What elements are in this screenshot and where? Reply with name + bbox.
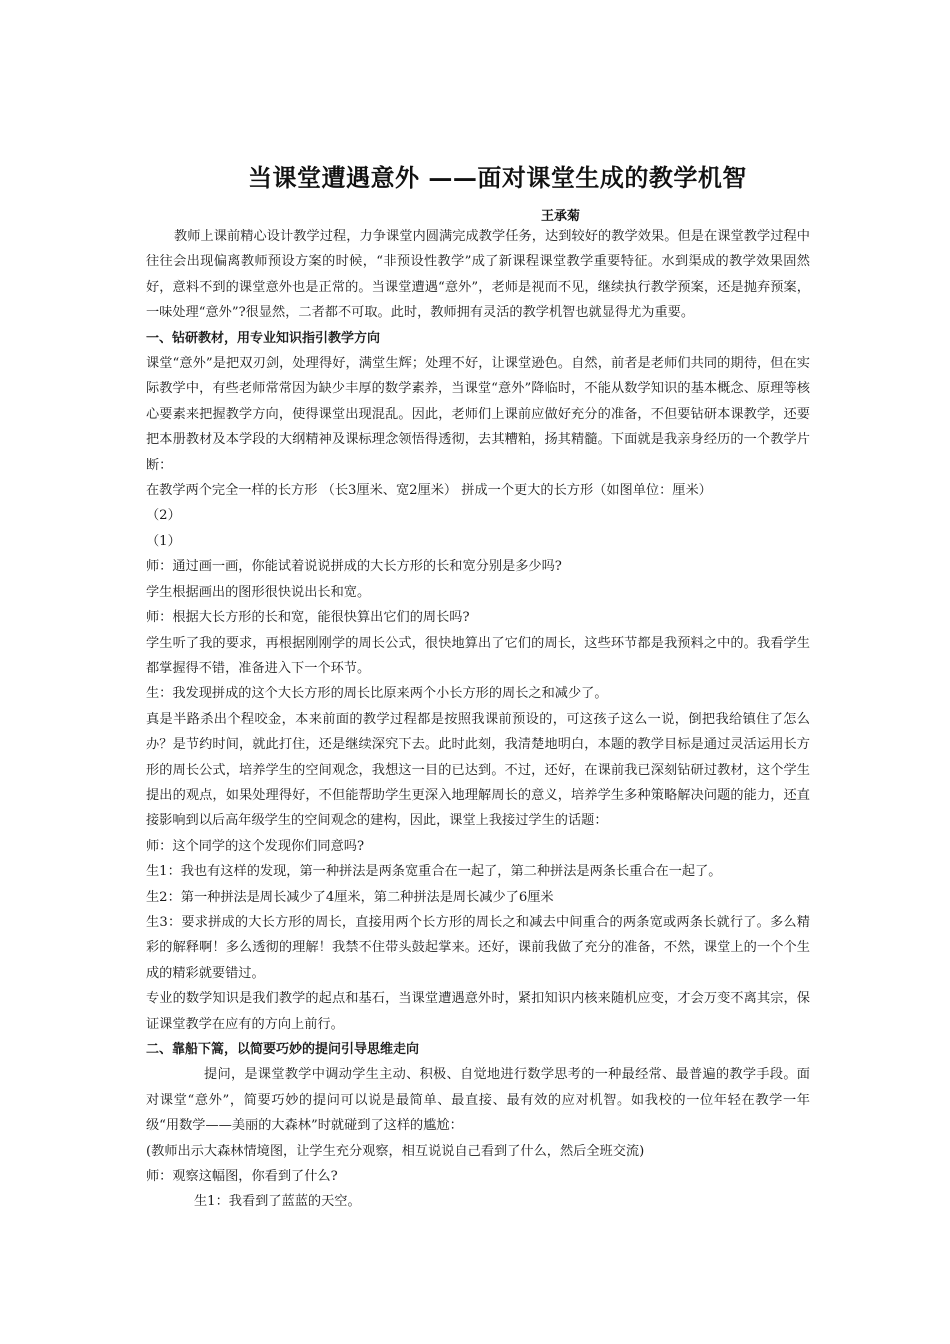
section-heading: 一、钻研教材，用专业知识指引教学方向 <box>146 330 381 346</box>
paragraph: 提问，是课堂教学中调动学生主动、积极、自觉地进行数学思考的一种最经常、最普遍的教学手段。面对课堂“意外”，简要巧妙的提问可以说是最简单、最直接、最有效的应对机智。如我校的一位年轻在教学一年级“用数学——美丽的大森林”时就碰到了这样的尴尬： <box>146 1067 810 1134</box>
paragraph: 教师上课前精心设计教学过程，力争课堂内圆满完成教学任务，达到较好的教学效果。但是在课堂教学过程中往往会出现偏离教师预设方案的时候，“非预设性教学”成了新课程课堂教学重要特征。水到渠成的教学效果固然好，意料不到的课堂意外也是正常的。当课堂遭遇“意外”，老师是视而不见，继续执行教学预案，还是抛弃预案，一味处理“意外”?很显然，二者都不可取。此时，教师拥有灵活的教学机智也就显得尤为重要。 <box>146 229 810 321</box>
paragraph: （1） <box>146 533 181 549</box>
paragraph: 真是半路杀出个程咬金，本来前面的教学过程都是按照我课前预设的，可这孩子这么一说，倒把我给镇住了怎么办？是节约时间，就此打住，还是继续深究下去。此时此刻，我清楚地明白，本题的教学目标是通过灵活运用长方形的周长公式，培养学生的空间观念，我想这一目的已达到。不过，还好，在课前我已深刻钻研过教材，这个学生提出的观点，如果处理得好，不但能帮助学生更深入地理解周长的意义，培养学生多种策略解决问题的能力，还直接影响到以后高年级学生的空间观念的建构，因此，课堂上我接过学生的话题： <box>146 711 810 829</box>
paragraph: 师：根据大长方形的长和宽，能很快算出它们的周长吗? <box>146 610 470 626</box>
paragraph: 生1：我看到了蓝蓝的天空。 <box>194 1194 361 1210</box>
paragraph: (教师出示大森林情境图，让学生充分观察，相互说说自己看到了什么，然后全班交流) <box>146 1143 645 1159</box>
author-name: 王承菊 <box>541 209 581 224</box>
page-title: 当课堂遭遇意外 ——面对课堂生成的教学机智 <box>248 163 747 192</box>
paragraph: （2） <box>146 508 181 524</box>
paragraph: 师：观察这幅图，你看到了什么? <box>146 1169 338 1185</box>
paragraph: 生：我发现拼成的这个大长方形的周长比原来两个小长方形的周长之和减少了。 <box>146 686 608 702</box>
paragraph: 在教学两个完全一样的长方形 （长3厘米、宽2厘米） 拼成一个更大的长方形（如图单位：厘米） <box>146 483 712 499</box>
paragraph: 师：通过画一画，你能试着说说拼成的大长方形的长和宽分别是多少吗? <box>146 559 562 575</box>
paragraph: 生3：要求拼成的大长方形的周长，直接用两个长方形的周长之和减去中间重合的两条宽或两条长就行了。多么精彩的解释啊！多么透彻的理解！我禁不住带头鼓起掌来。还好，课前我做了充分的准备，不然，课堂上的一个个生成的精彩就要错过。 <box>146 914 810 981</box>
article-body <box>146 224 810 1215</box>
paragraph: 师：这个同学的这个发现你们同意吗? <box>146 838 365 854</box>
paragraph: 课堂“意外”是把双刃剑，处理得好，满堂生辉；处理不好，让课堂逊色。自然，前者是老师们共同的期待，但在实际教学中，有些老师常常因为缺少丰厚的数学素养，当课堂“意外”降临时，不能从数学知识的基本概念、原理等核心要素来把握教学方向，使得课堂出现混乱。因此，老师们上课前应做好充分的准备，不但要钻研本课教学，还要把本册教材及本学段的大纲精神及课标理念领悟得透彻，去其糟粕，扬其精髓。下面就是我亲身经历的一个教学片断： <box>146 356 810 473</box>
paragraph: 专业的数学知识是我们教学的起点和基石，当课堂遭遇意外时，紧扣知识内核来随机应变，才会万变不离其宗，保证课堂教学在应有的方向上前行。 <box>146 991 810 1032</box>
paragraph: 生2：第一种拼法是周长减少了4厘米，第二种拼法是周长减少了6厘米 <box>146 889 554 905</box>
paragraph: 学生根据画出的图形很快说出长和宽。 <box>146 584 371 600</box>
paragraph: 学生听了我的要求，再根据刚刚学的周长公式，很快地算出了它们的周长，这些环节都是我预料之中的。我看学生都掌握得不错，准备进入下一个环节。 <box>146 635 810 676</box>
section-heading: 二、靠船下篙，以简要巧妙的提问引导思维走向 <box>146 1042 420 1057</box>
paragraph: 生1：我也有这样的发现，第一种拼法是两条宽重合在一起了，第二种拼法是两条长重合在一起了。 <box>146 864 722 880</box>
